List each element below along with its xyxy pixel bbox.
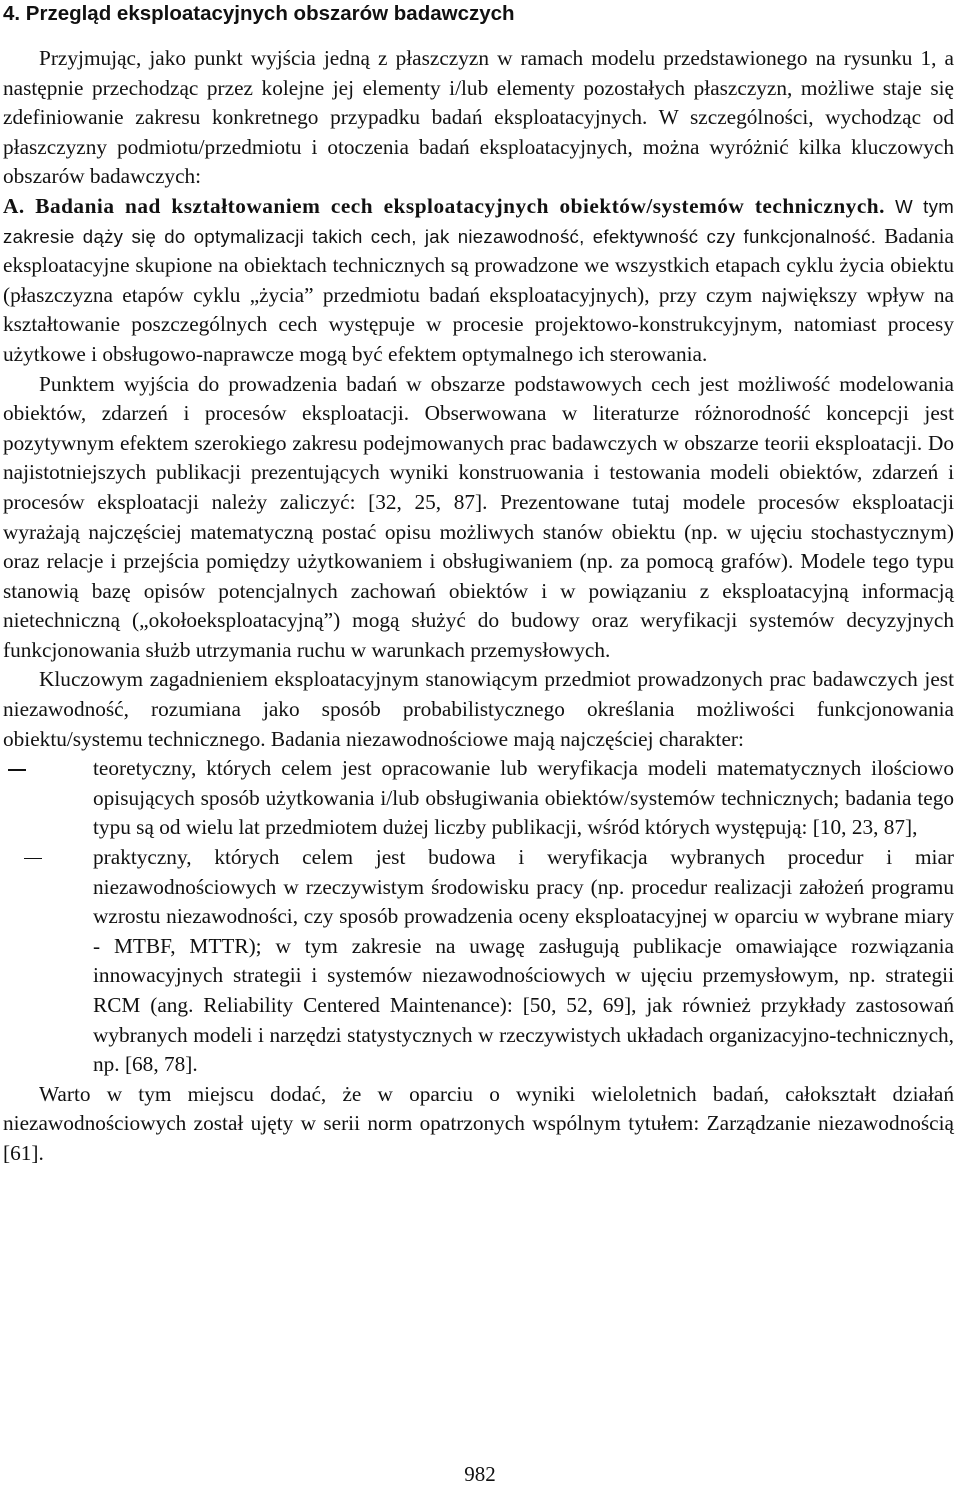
reliability-types-list bbox=[3, 754, 954, 1080]
section-a-text: Badania eksploatacyjne skupione na obiektach technicznych są prowadzone we wszystkich etapach cyklu życia obiektu (płaszczyzna etapów cyklu „życia” przedmiotu badań eksploatacyjnych), przy czym największy wpływ na kształtowanie poszczególnych cech występuje w procesie projektowo-konstrukcyjnym, natomiast procesy użytkowe i obsługowo-naprawcze mogą być efektem optymalnego ich sterowania. bbox=[3, 223, 954, 366]
list-item bbox=[3, 754, 954, 843]
list-item bbox=[3, 843, 954, 1080]
paragraph-reliability: Kluczowym zagadnieniem eksploatacyjnym stanowiącym przedmiot prowadzonych prac badawczych jest niezawodność, rozumiana jako sposób probabilistycznego określania możliwości funkcjonowania obiektu/systemu technicznego. Badania niezawodnościowe mają najczęściej charakter: bbox=[3, 667, 954, 751]
section-heading: 4. Przegląd eksploatacyjnych obszarów badawczych bbox=[3, 2, 515, 25]
section-a-title: A. Badania nad kształtowaniem cech eksploatacyjnych obiektów/systemów technicznych. bbox=[3, 193, 885, 218]
page-number: 982 bbox=[464, 1462, 496, 1486]
paragraph-section-a bbox=[3, 192, 954, 370]
paragraph-intro bbox=[3, 44, 954, 192]
body-text bbox=[3, 44, 954, 1169]
list-item-text: praktyczny, których celem jest budowa i weryfikacja wybranych procedur i miar niezawodnościowych w rzeczywistym środowisku pracy (np. procedur realizacji założeń programu wzrostu niezawodności, czy sposób prowadzenia oceny eksploatacyjnej w oparciu w wybrane miary - MTBF, MTTR); w tym zakresie na uwagę zasługują publikacje omawiające rozwiązania innowacyjnych strategii i systemów niezawodnościowych w ujęciu przemysłowym, np. strategii RCM (ang. Reliability Centered Maintenance): [50, 52, 69], jak również przykłady zastosowań wybranych modeli i narzędzi statystycznych w rzeczywistych układach organizacyjno-technicznych, np. [68, 78]. bbox=[93, 845, 954, 1077]
paragraph-intro-part1: Przyjmując, jako punkt wyjścia jedną z płaszczyzn w ramach modelu przedstawionego na rysunku 1, a następnie przechodząc przez kolejne jej elementy i/lub elementy pozostałych płaszczyzn, możliwe staje się zdefiniowanie zakresu konkretnego przypadku badań eksploatacyjnych. bbox=[3, 46, 954, 130]
list-item-text: teoretyczny, których celem jest opracowanie lub weryfikacja modeli matematycznych ilościowo opisujących sposób użytkowania i/lub obsługiwania obiektów/systemów technicznych; badania tego typu są od wielu lat przedmiotem dużej liczby publikacji, wśród których występują: [10, 23, 87], bbox=[93, 756, 954, 840]
section-a-sans-text: W tym zakresie dąży się do optymalizacji takich cech, jak niezawodność, efektywność czy funkcjonalność. bbox=[3, 195, 954, 247]
paragraph-modeling: Punktem wyjścia do prowadzenia badań w obszarze podstawowych cech jest możliwość modelowania obiektów, zdarzeń i procesów eksploatacji. Obserwowana w literaturze różnorodność koncepcji jest pozytywnym efektem szerokiego zakresu podejmowanych prac badawczych w obszarze teorii eksploatacji. Do najistotniejszych publikacji prezentujących wyniki konstruowania i testowania modeli obiektów, zdarzeń i procesów eksploatacji należy zaliczyć: [32, 25, 87]. Prezentowane tutaj modele procesów eksploatacji wyrażają najczęściej matematyczną postać opisu możliwych stanów obiektu (np. w ujęciu stochastycznym) oraz relacje i przejścia pomiędzy użytkowaniem i obsługiwaniem (np. za pomocą grafów). Modele tego typu stanowią bazę opisów potencjalnych zachowań obiektów i w powiązaniu z eksploatacyjną informacją nietechniczną („okołoeksploatacyjną”) mogą służyć do budowy oraz weryfikacji systemów decyzyjnych funkcjonowania służb utrzymania ruchu w warunkach przemysłowych. bbox=[3, 371, 954, 662]
paragraph-closing: Warto w tym miejscu dodać, że w oparciu o wyniki wieloletnich badań, całokształt działań niezawodnościowych został ujęty w serii norm opatrzonych wspólnym tytułem: Zarządzanie niezawodnością [61]. bbox=[3, 1081, 954, 1165]
paragraph-intro-part2: W szczególności, wychodząc od płaszczyzny podmiotu/przedmiotu i otoczenia badań eksploatacyjnych, można wyróżnić kilka kluczowych obszarów badawczych: bbox=[3, 105, 954, 189]
